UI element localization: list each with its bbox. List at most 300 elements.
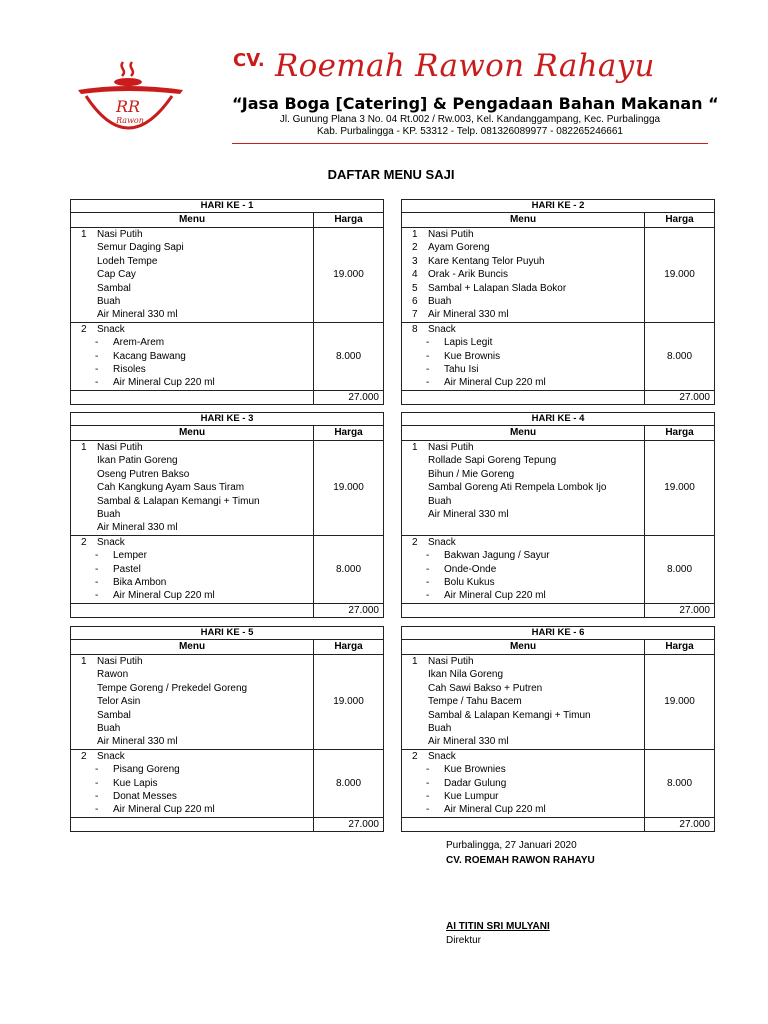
- total-row: [402, 818, 714, 831]
- snack-item: [73, 549, 311, 562]
- item-label: Lapis Legit: [444, 337, 493, 349]
- menu-item: [73, 682, 311, 695]
- main-price: 19.000: [333, 269, 364, 281]
- snack-item: [404, 589, 642, 602]
- bullet-dash: -: [426, 576, 430, 588]
- menu-item: [404, 454, 642, 467]
- item-label: Snack: [97, 536, 125, 548]
- day-title: HARI KE - 5: [71, 627, 383, 640]
- item-label: Ikan Patin Goreng: [97, 455, 178, 467]
- bullet-dash: -: [95, 363, 99, 375]
- item-label: Oseng Putren Bakso: [97, 468, 190, 480]
- bullet-dash: -: [95, 790, 99, 802]
- item-label: Snack: [97, 750, 125, 762]
- item-number: [73, 682, 97, 695]
- main-price: 19.000: [664, 696, 695, 708]
- item-label: Telor Asin: [97, 696, 141, 708]
- item-number: 2: [412, 242, 418, 254]
- day-title: HARI KE - 2: [402, 200, 714, 213]
- bullet-dash: -: [426, 590, 430, 602]
- item-number: [404, 682, 428, 695]
- snack-price: 8.000: [335, 350, 362, 362]
- item-number: 4: [412, 269, 418, 281]
- menu-item: [73, 255, 311, 268]
- menu-item: [73, 735, 311, 748]
- item-label: Sambal: [97, 709, 131, 721]
- item-label: Dadar Gulung: [444, 777, 507, 789]
- item-label: Kare Kentang Telor Puyuh: [428, 255, 545, 267]
- menu-item: [404, 508, 642, 521]
- price-column-header: Harga: [665, 214, 694, 225]
- item-number: [73, 255, 97, 268]
- total-row: [71, 391, 383, 404]
- snack-item: [73, 363, 311, 376]
- snack-item: [404, 576, 642, 589]
- bullet-dash: -: [426, 350, 430, 362]
- price-column-header: Harga: [334, 214, 363, 225]
- table-header: [71, 640, 383, 655]
- item-label: Bakwan Jagung / Sayur: [444, 550, 550, 562]
- item-label: Air Mineral 330 ml: [428, 309, 509, 321]
- bullet-dash: -: [426, 363, 430, 375]
- snack-section: [71, 750, 383, 818]
- item-label: Buah: [428, 495, 452, 507]
- snack-price: 8.000: [666, 350, 693, 362]
- item-label: Sambal + Lalapan Slada Bokor: [428, 282, 567, 294]
- item-number: 1: [412, 229, 418, 240]
- snack-header: [73, 750, 311, 763]
- item-number: 3: [412, 255, 418, 267]
- item-number: [73, 735, 97, 748]
- main-meal-section: [71, 228, 383, 323]
- item-number: [404, 495, 428, 508]
- company-logo: [68, 60, 193, 150]
- bullet-dash: -: [426, 804, 430, 816]
- item-label: Donat Messes: [113, 790, 177, 802]
- sign-position: Direktur: [446, 935, 482, 946]
- item-label: Nasi Putih: [97, 442, 143, 453]
- item-label: Orak - Arik Buncis: [428, 269, 509, 281]
- header-rule: [232, 143, 708, 144]
- menu-column-header: Menu: [402, 640, 645, 654]
- item-number: 7: [412, 309, 418, 321]
- item-number: [404, 709, 428, 722]
- item-number: 2: [412, 536, 418, 548]
- item-number: [73, 454, 97, 467]
- item-label: Bika Ambon: [113, 576, 167, 588]
- snack-section: [402, 536, 714, 604]
- item-label: Air Mineral Cup 220 ml: [113, 377, 215, 389]
- item-label: Lodeh Tempe: [97, 255, 158, 267]
- day-title: HARI KE - 3: [71, 413, 383, 426]
- item-label: Buah: [97, 295, 121, 307]
- item-label: Kacang Bawang: [113, 350, 186, 362]
- total-row: [71, 604, 383, 617]
- item-number: 1: [81, 229, 87, 240]
- item-label: Nasi Putih: [428, 442, 474, 453]
- menu-item: [404, 241, 642, 254]
- item-number: [73, 468, 97, 481]
- menu-column-header: Menu: [71, 426, 314, 440]
- menu-item: [73, 722, 311, 735]
- item-number: [73, 295, 97, 308]
- item-number: 2: [81, 536, 87, 548]
- item-label: Buah: [97, 722, 121, 734]
- bullet-dash: -: [95, 777, 99, 789]
- price-column-header: Harga: [665, 427, 694, 438]
- price-column-header: Harga: [665, 641, 694, 652]
- item-label: Kue Lapis: [113, 777, 158, 789]
- snack-item: [404, 563, 642, 576]
- day-table-5: [70, 626, 384, 832]
- snack-item: [73, 376, 311, 389]
- item-label: Kue Brownis: [444, 350, 501, 362]
- menu-item: [73, 441, 311, 454]
- item-number: [404, 695, 428, 708]
- item-number: 1: [412, 442, 418, 453]
- menu-item: [73, 655, 311, 668]
- item-label: Risoles: [113, 363, 146, 375]
- item-label: Air Mineral Cup 220 ml: [444, 590, 546, 602]
- menu-item: [404, 295, 642, 308]
- item-label: Air Mineral 330 ml: [428, 736, 509, 748]
- menu-item: [73, 495, 311, 508]
- main-meal-section: [402, 228, 714, 323]
- item-label: Bihun / Mie Goreng: [428, 468, 515, 480]
- snack-item: [404, 363, 642, 376]
- item-label: Air Mineral 330 ml: [428, 508, 509, 520]
- main-meal-section: [71, 655, 383, 750]
- item-number: [404, 735, 428, 748]
- snack-item: [404, 350, 642, 363]
- item-number: 2: [81, 750, 87, 762]
- bullet-dash: -: [95, 377, 99, 389]
- menu-item: [73, 695, 311, 708]
- bullet-dash: -: [95, 590, 99, 602]
- total-spacer: [402, 818, 645, 831]
- snack-price: 8.000: [335, 777, 362, 789]
- total-row: [71, 818, 383, 831]
- item-number: 2: [81, 323, 87, 335]
- snack-header: [73, 536, 311, 549]
- snack-item: [404, 777, 642, 790]
- svg-text:RR: RR: [115, 97, 141, 116]
- item-number: [404, 521, 428, 534]
- menu-item: [404, 682, 642, 695]
- menu-item: [73, 282, 311, 295]
- menu-item: [404, 655, 642, 668]
- menu-item: [73, 508, 311, 521]
- day-table-6: [401, 626, 715, 832]
- item-number: 1: [412, 656, 418, 667]
- menu-item: [404, 481, 642, 494]
- item-number: [73, 722, 97, 735]
- menu-item: [404, 521, 642, 534]
- snack-header: [404, 323, 642, 336]
- total-price: 27.000: [348, 604, 379, 616]
- day-title: HARI KE - 4: [402, 413, 714, 426]
- item-label: Arem-Arem: [113, 337, 165, 349]
- day-table-2: [401, 199, 715, 405]
- item-label: Snack: [428, 536, 456, 548]
- table-header: [71, 426, 383, 441]
- item-number: 2: [412, 750, 418, 762]
- snack-item: [404, 549, 642, 562]
- address-line-2: Kab. Purbalingga - KP. 53312 - Telp. 081326089977 - 082265246661: [317, 126, 623, 137]
- item-label: Sambal: [97, 282, 131, 294]
- tagline: “Jasa Boga [Catering] & Pengadaan Bahan Makanan “: [232, 94, 719, 113]
- item-label: Buah: [428, 722, 452, 734]
- bullet-dash: -: [95, 576, 99, 588]
- item-number: 1: [81, 656, 87, 667]
- item-label: Nasi Putih: [428, 656, 474, 667]
- main-price: 19.000: [664, 482, 695, 494]
- item-label: Semur Daging Sapi: [97, 242, 184, 254]
- item-number: [404, 508, 428, 521]
- bullet-dash: -: [426, 550, 430, 562]
- item-number: [73, 268, 97, 281]
- snack-price: 8.000: [666, 563, 693, 575]
- menu-column-header: Menu: [402, 426, 645, 440]
- sign-name: AI TITIN SRI MULYANI: [446, 921, 550, 932]
- item-number: 5: [412, 282, 418, 294]
- bullet-dash: -: [95, 804, 99, 816]
- item-label: Sambal Goreng Ati Rempela Lombok Ijo: [428, 482, 607, 494]
- item-label: Sambal & Lalapan Kemangi + Timun: [428, 709, 591, 721]
- snack-item: [73, 777, 311, 790]
- item-label: Tahu Isi: [444, 363, 479, 375]
- item-number: 1: [81, 442, 87, 453]
- item-label: Nasi Putih: [97, 229, 143, 240]
- menu-item: [73, 668, 311, 681]
- menu-column-header: Menu: [71, 640, 314, 654]
- menu-item: [404, 268, 642, 281]
- bullet-dash: -: [95, 550, 99, 562]
- total-row: [402, 391, 714, 404]
- bullet-dash: -: [95, 563, 99, 575]
- menu-item: [73, 295, 311, 308]
- bullet-dash: -: [426, 377, 430, 389]
- item-label: Nasi Putih: [428, 229, 474, 240]
- sign-place-date: Purbalingga, 27 Januari 2020: [446, 840, 577, 851]
- menu-item: [73, 521, 311, 534]
- bullet-dash: -: [426, 337, 430, 349]
- bullet-dash: -: [426, 777, 430, 789]
- total-price: 27.000: [348, 391, 379, 403]
- menu-item: [73, 709, 311, 722]
- menu-item: [73, 308, 311, 321]
- item-number: [73, 521, 97, 534]
- snack-section: [71, 536, 383, 604]
- item-label: Sambal & Lalapan Kemangi + Timun: [97, 495, 260, 507]
- item-label: Tempe Goreng / Prekedel Goreng: [97, 682, 248, 694]
- total-row: [402, 604, 714, 617]
- bullet-dash: -: [426, 764, 430, 776]
- snack-item: [404, 336, 642, 349]
- snack-item: [73, 563, 311, 576]
- table-header: [71, 213, 383, 228]
- item-label: Snack: [97, 323, 125, 335]
- price-column-header: Harga: [334, 641, 363, 652]
- menu-item: [73, 268, 311, 281]
- item-label: Ayam Goreng: [428, 242, 490, 254]
- main-price: 19.000: [333, 482, 364, 494]
- price-column-header: Harga: [334, 427, 363, 438]
- snack-section: [71, 323, 383, 391]
- item-number: [73, 241, 97, 254]
- item-number: [404, 454, 428, 467]
- item-label: Cah Kangkung Ayam Saus Tiram: [97, 482, 245, 494]
- item-number: 6: [412, 295, 418, 307]
- item-label: Nasi Putih: [97, 656, 143, 667]
- total-spacer: [402, 604, 645, 617]
- menu-column-header: Menu: [402, 213, 645, 227]
- snack-item: [73, 803, 311, 816]
- snack-price: 8.000: [666, 777, 693, 789]
- item-label: Air Mineral 330 ml: [97, 522, 178, 534]
- company-name: Roemah Rawon Rahayu: [275, 48, 655, 84]
- address: [232, 114, 708, 138]
- total-price: 27.000: [679, 604, 710, 616]
- bullet-dash: -: [426, 563, 430, 575]
- menu-item: [404, 695, 642, 708]
- total-price: 27.000: [679, 818, 710, 830]
- letterhead: [60, 40, 720, 150]
- snack-header: [404, 750, 642, 763]
- menu-column-header: Menu: [71, 213, 314, 227]
- snack-item: [73, 350, 311, 363]
- main-price: 19.000: [664, 269, 695, 281]
- item-label: Ikan Nila Goreng: [428, 669, 504, 681]
- menu-item: [73, 468, 311, 481]
- main-meal-section: [402, 655, 714, 750]
- snack-item: [404, 376, 642, 389]
- item-label: Rollade Sapi Goreng Tepung: [428, 455, 557, 467]
- item-label: Bolu Kukus: [444, 576, 495, 588]
- snack-section: [402, 750, 714, 818]
- item-number: [404, 722, 428, 735]
- sign-company: CV. ROEMAH RAWON RAHAYU: [446, 855, 595, 866]
- day-table-4: [401, 412, 715, 618]
- menu-item: [73, 454, 311, 467]
- item-label: Cah Sawi Bakso + Putren: [428, 682, 543, 694]
- item-label: Lemper: [113, 550, 147, 562]
- menu-item: [404, 282, 642, 295]
- menu-item: [404, 495, 642, 508]
- day-table-1: [70, 199, 384, 405]
- day-table-3: [70, 412, 384, 618]
- snack-header: [73, 323, 311, 336]
- snack-price: 8.000: [335, 563, 362, 575]
- total-spacer: [71, 604, 314, 617]
- item-number: [73, 481, 97, 494]
- snack-item: [404, 763, 642, 776]
- svg-text:Rawon: Rawon: [116, 116, 144, 125]
- bullet-dash: -: [426, 790, 430, 802]
- snack-item: [404, 803, 642, 816]
- item-label: Air Mineral Cup 220 ml: [444, 377, 546, 389]
- item-label: Air Mineral Cup 220 ml: [113, 590, 215, 602]
- table-header: [402, 426, 714, 441]
- main-price: 19.000: [333, 696, 364, 708]
- menu-item: [404, 308, 642, 321]
- address-line-1: Jl. Gunung Plana 3 No. 04 Rt.002 / Rw.003, Kel. Kandanggampang, Kec. Purbalingga: [279, 114, 661, 125]
- total-spacer: [71, 391, 314, 404]
- item-number: [73, 668, 97, 681]
- bullet-dash: -: [95, 350, 99, 362]
- item-label: Kue Brownies: [444, 764, 506, 776]
- item-number: [73, 282, 97, 295]
- menu-item: [73, 241, 311, 254]
- menu-item: [404, 735, 642, 748]
- total-price: 27.000: [679, 391, 710, 403]
- snack-item: [73, 336, 311, 349]
- menu-item: [404, 722, 642, 735]
- bullet-dash: -: [95, 337, 99, 349]
- day-title: HARI KE - 6: [402, 627, 714, 640]
- item-label: Tempe / Tahu Bacem: [428, 696, 522, 708]
- item-label: Air Mineral 330 ml: [97, 309, 178, 321]
- snack-item: [73, 790, 311, 803]
- document-title: DAFTAR MENU SAJI: [327, 167, 455, 182]
- main-meal-section: [402, 441, 714, 536]
- snack-section: [402, 323, 714, 391]
- menu-item: [404, 668, 642, 681]
- item-label: Cap Cay: [97, 269, 136, 281]
- menu-item: [404, 468, 642, 481]
- snack-item: [73, 763, 311, 776]
- item-label: Air Mineral Cup 220 ml: [444, 804, 546, 816]
- main-meal-section: [71, 441, 383, 536]
- menu-item: [404, 441, 642, 454]
- item-number: [73, 495, 97, 508]
- item-label: Snack: [428, 323, 456, 335]
- item-label: Snack: [428, 750, 456, 762]
- item-label: Kue Lumpur: [444, 790, 499, 802]
- item-number: [404, 668, 428, 681]
- snack-header: [404, 536, 642, 549]
- item-number: [73, 695, 97, 708]
- menu-item: [404, 228, 642, 241]
- table-header: [402, 640, 714, 655]
- menu-item: [73, 481, 311, 494]
- menu-item: [73, 228, 311, 241]
- item-label: Onde-Onde: [444, 563, 497, 575]
- total-spacer: [402, 391, 645, 404]
- item-number: [404, 481, 428, 494]
- company-prefix: CV.: [233, 50, 265, 71]
- total-price: 27.000: [348, 818, 379, 830]
- menu-item: [404, 255, 642, 268]
- item-label: Buah: [428, 295, 452, 307]
- item-label: Rawon: [97, 669, 129, 681]
- snack-item: [73, 589, 311, 602]
- bullet-dash: -: [95, 764, 99, 776]
- day-title: HARI KE - 1: [71, 200, 383, 213]
- menu-item: [404, 709, 642, 722]
- item-number: 8: [412, 323, 418, 335]
- table-header: [402, 213, 714, 228]
- item-number: [73, 308, 97, 321]
- item-label: Air Mineral 330 ml: [97, 736, 178, 748]
- item-label: Air Mineral Cup 220 ml: [113, 804, 215, 816]
- item-number: [404, 468, 428, 481]
- item-label: Buah: [97, 508, 121, 520]
- item-label: Pisang Goreng: [113, 764, 180, 776]
- snack-item: [404, 790, 642, 803]
- item-number: [73, 709, 97, 722]
- total-spacer: [71, 818, 314, 831]
